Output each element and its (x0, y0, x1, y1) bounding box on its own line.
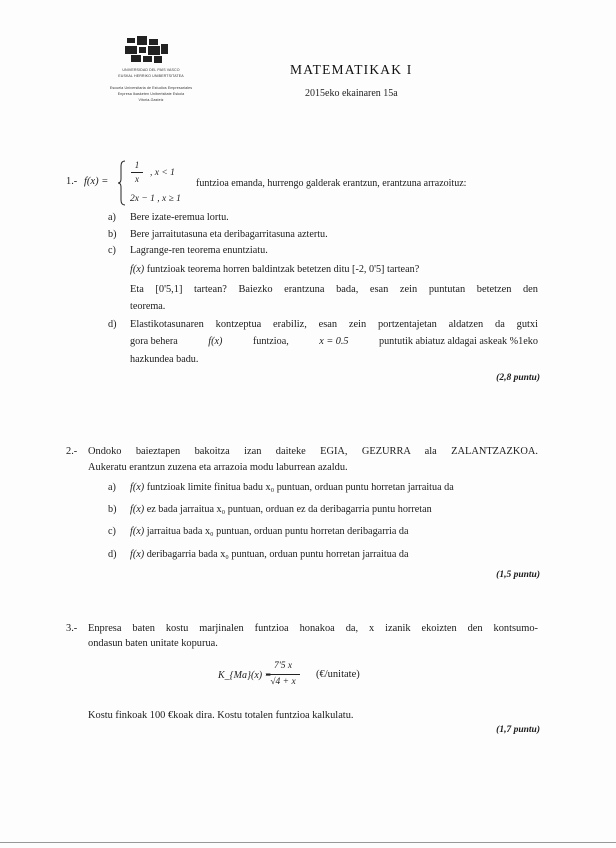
piecewise-brace-icon (118, 160, 126, 210)
q3-fixed-costs: Kostu finkoak 100 €koak dira. Kostu totalen funtzioa kalkulatu. (88, 710, 354, 721)
q1-a-text: Bere izate-eremua lortu. (130, 212, 229, 223)
q1-d-label: d) (108, 319, 117, 330)
piece2: 2x − 1 , x ≥ 1 (130, 194, 181, 204)
q1-c-sub2: Eta [0'5,1] tartean? Baiezko erantzuna bada, esan zein puntutan betetzen den (130, 284, 538, 295)
q2-number: 2.- (66, 446, 78, 457)
q1-c-text: Lagrange-ren teorema enuntziatu. (130, 245, 268, 256)
q2-a-statement: funtzioak limite finitua badu x₀ puntuan, orduan puntu horretan jarraitua da (144, 482, 454, 493)
q1-d-line2-b: funtzioa, (252, 336, 289, 347)
q1-c-sub1 (130, 264, 419, 276)
q3-line-2: ondasun baten unitate kopurua. (88, 638, 218, 649)
q3-formula-denominator: √4 + x (270, 677, 296, 687)
school-name-1: Escuela Universitaria de Estudios Empresariales (109, 86, 193, 90)
q3-formula-lhs: K_{Ma}(x) = (218, 670, 272, 681)
university-logo-icon (125, 36, 169, 64)
q2-d-text (130, 549, 409, 561)
q2-d-statement: deribagarria bada x₀ puntuan, orduan puntu horretan jarraitua da (144, 549, 409, 560)
school-location: Vitoria-Gasteiz (138, 98, 164, 102)
q3-formula-fraction-bar (266, 674, 300, 675)
school-name-2: Enpresa Ikasketen Unibertsitate Eskola (117, 92, 185, 96)
q3-line-1: Enpresa baten kostu marjinalen funtzioa honakoa da, x izanik ekoizten den kontsumo- (88, 623, 538, 634)
q2-a-label: a) (108, 482, 116, 493)
fx-symbol: f(x) (130, 482, 145, 493)
q1-intro: funtzioa emanda, hurrengo galderak erantzun, erantzuna arrazoituz: (196, 178, 467, 189)
q1-c-sub1-text: funtzioak teorema horren baldintzak betetzen ditu [-2, 0'5] tartean? (144, 264, 420, 275)
q2-d-label: d) (108, 549, 117, 560)
q1-d-line2-a: gora behera (130, 336, 178, 347)
q1-a-label: a) (108, 212, 116, 223)
q1-c-label: c) (108, 245, 116, 256)
piece1-denominator: x (135, 174, 139, 184)
q2-b-statement: ez bada jarraitua x₀ puntuan, orduan ez da deribagarria puntu horretan (144, 504, 432, 515)
q3-formula-unit: (€/unitate) (316, 669, 360, 680)
q2-points: (1,5 puntu) (496, 570, 540, 580)
q1-function-lhs: f(x) = (84, 176, 109, 187)
q1-d-line1: Elastikotasunaren kontzeptua erabiliz, esan zein portzentajetan aldatzen da gutxi (130, 319, 538, 330)
piece1-numerator: 1 (134, 160, 140, 170)
q2-b-label: b) (108, 504, 117, 515)
q2-c-text (130, 526, 409, 538)
q2-intro-2: Aukeratu erantzun zuzena eta arrazoia modu laburrean azaldu. (88, 462, 348, 473)
q2-intro-1: Ondoko baieztapen bakoitza izan daiteke EGIA, GEZURRA ala ZALANTZAZKOA. (88, 446, 538, 457)
q2-c-label: c) (108, 526, 116, 537)
q1-b-label: b) (108, 229, 117, 240)
q2-b-text (130, 504, 432, 516)
q1-d-eq: x = 0.5 (319, 336, 349, 347)
q3-points: (1,7 puntu) (496, 725, 540, 735)
q1-c-sub2b: teorema. (130, 301, 166, 312)
q1-number: 1.- (66, 176, 78, 187)
exam-title: MATEMATIKAK I (290, 62, 413, 77)
university-name-2: EUSKAL HERRIKO UNIBERTSITATEA (118, 74, 184, 78)
fx-symbol: f(x) (130, 526, 145, 537)
piece1-condition: , x < 1 (150, 168, 175, 178)
exam-date: 2015eko ekainaren 15a (305, 88, 398, 99)
q2-c-statement: jarraitua bada x₀ puntuan, orduan puntu horretan deribagarria da (144, 526, 409, 537)
q1-d-line2-c: puntutik abiatuz aldagai askeak %1eko (378, 336, 538, 347)
q1-d-line2 (130, 336, 538, 348)
page-bottom-edge (0, 842, 616, 843)
q1-points: (2,8 puntu) (496, 373, 540, 383)
q2-a-text (130, 482, 454, 494)
fx-symbol: f(x) (130, 264, 145, 275)
q1-d-line3: hazkundea badu. (130, 354, 199, 365)
q3-number: 3.- (66, 623, 78, 634)
q1-b-text: Bere jarraitutasuna eta deribagarritasuna aztertu. (130, 229, 328, 240)
fx-symbol: f(x) (130, 504, 145, 515)
fx-symbol: f(x) (130, 549, 145, 560)
fx-symbol: f(x) (208, 336, 223, 347)
q3-formula-numerator: 7'5 x (273, 661, 293, 671)
piece1-fraction-bar (131, 172, 143, 173)
university-name-1: UNIVERSIDAD DEL PAÍS VASCO (122, 68, 180, 72)
